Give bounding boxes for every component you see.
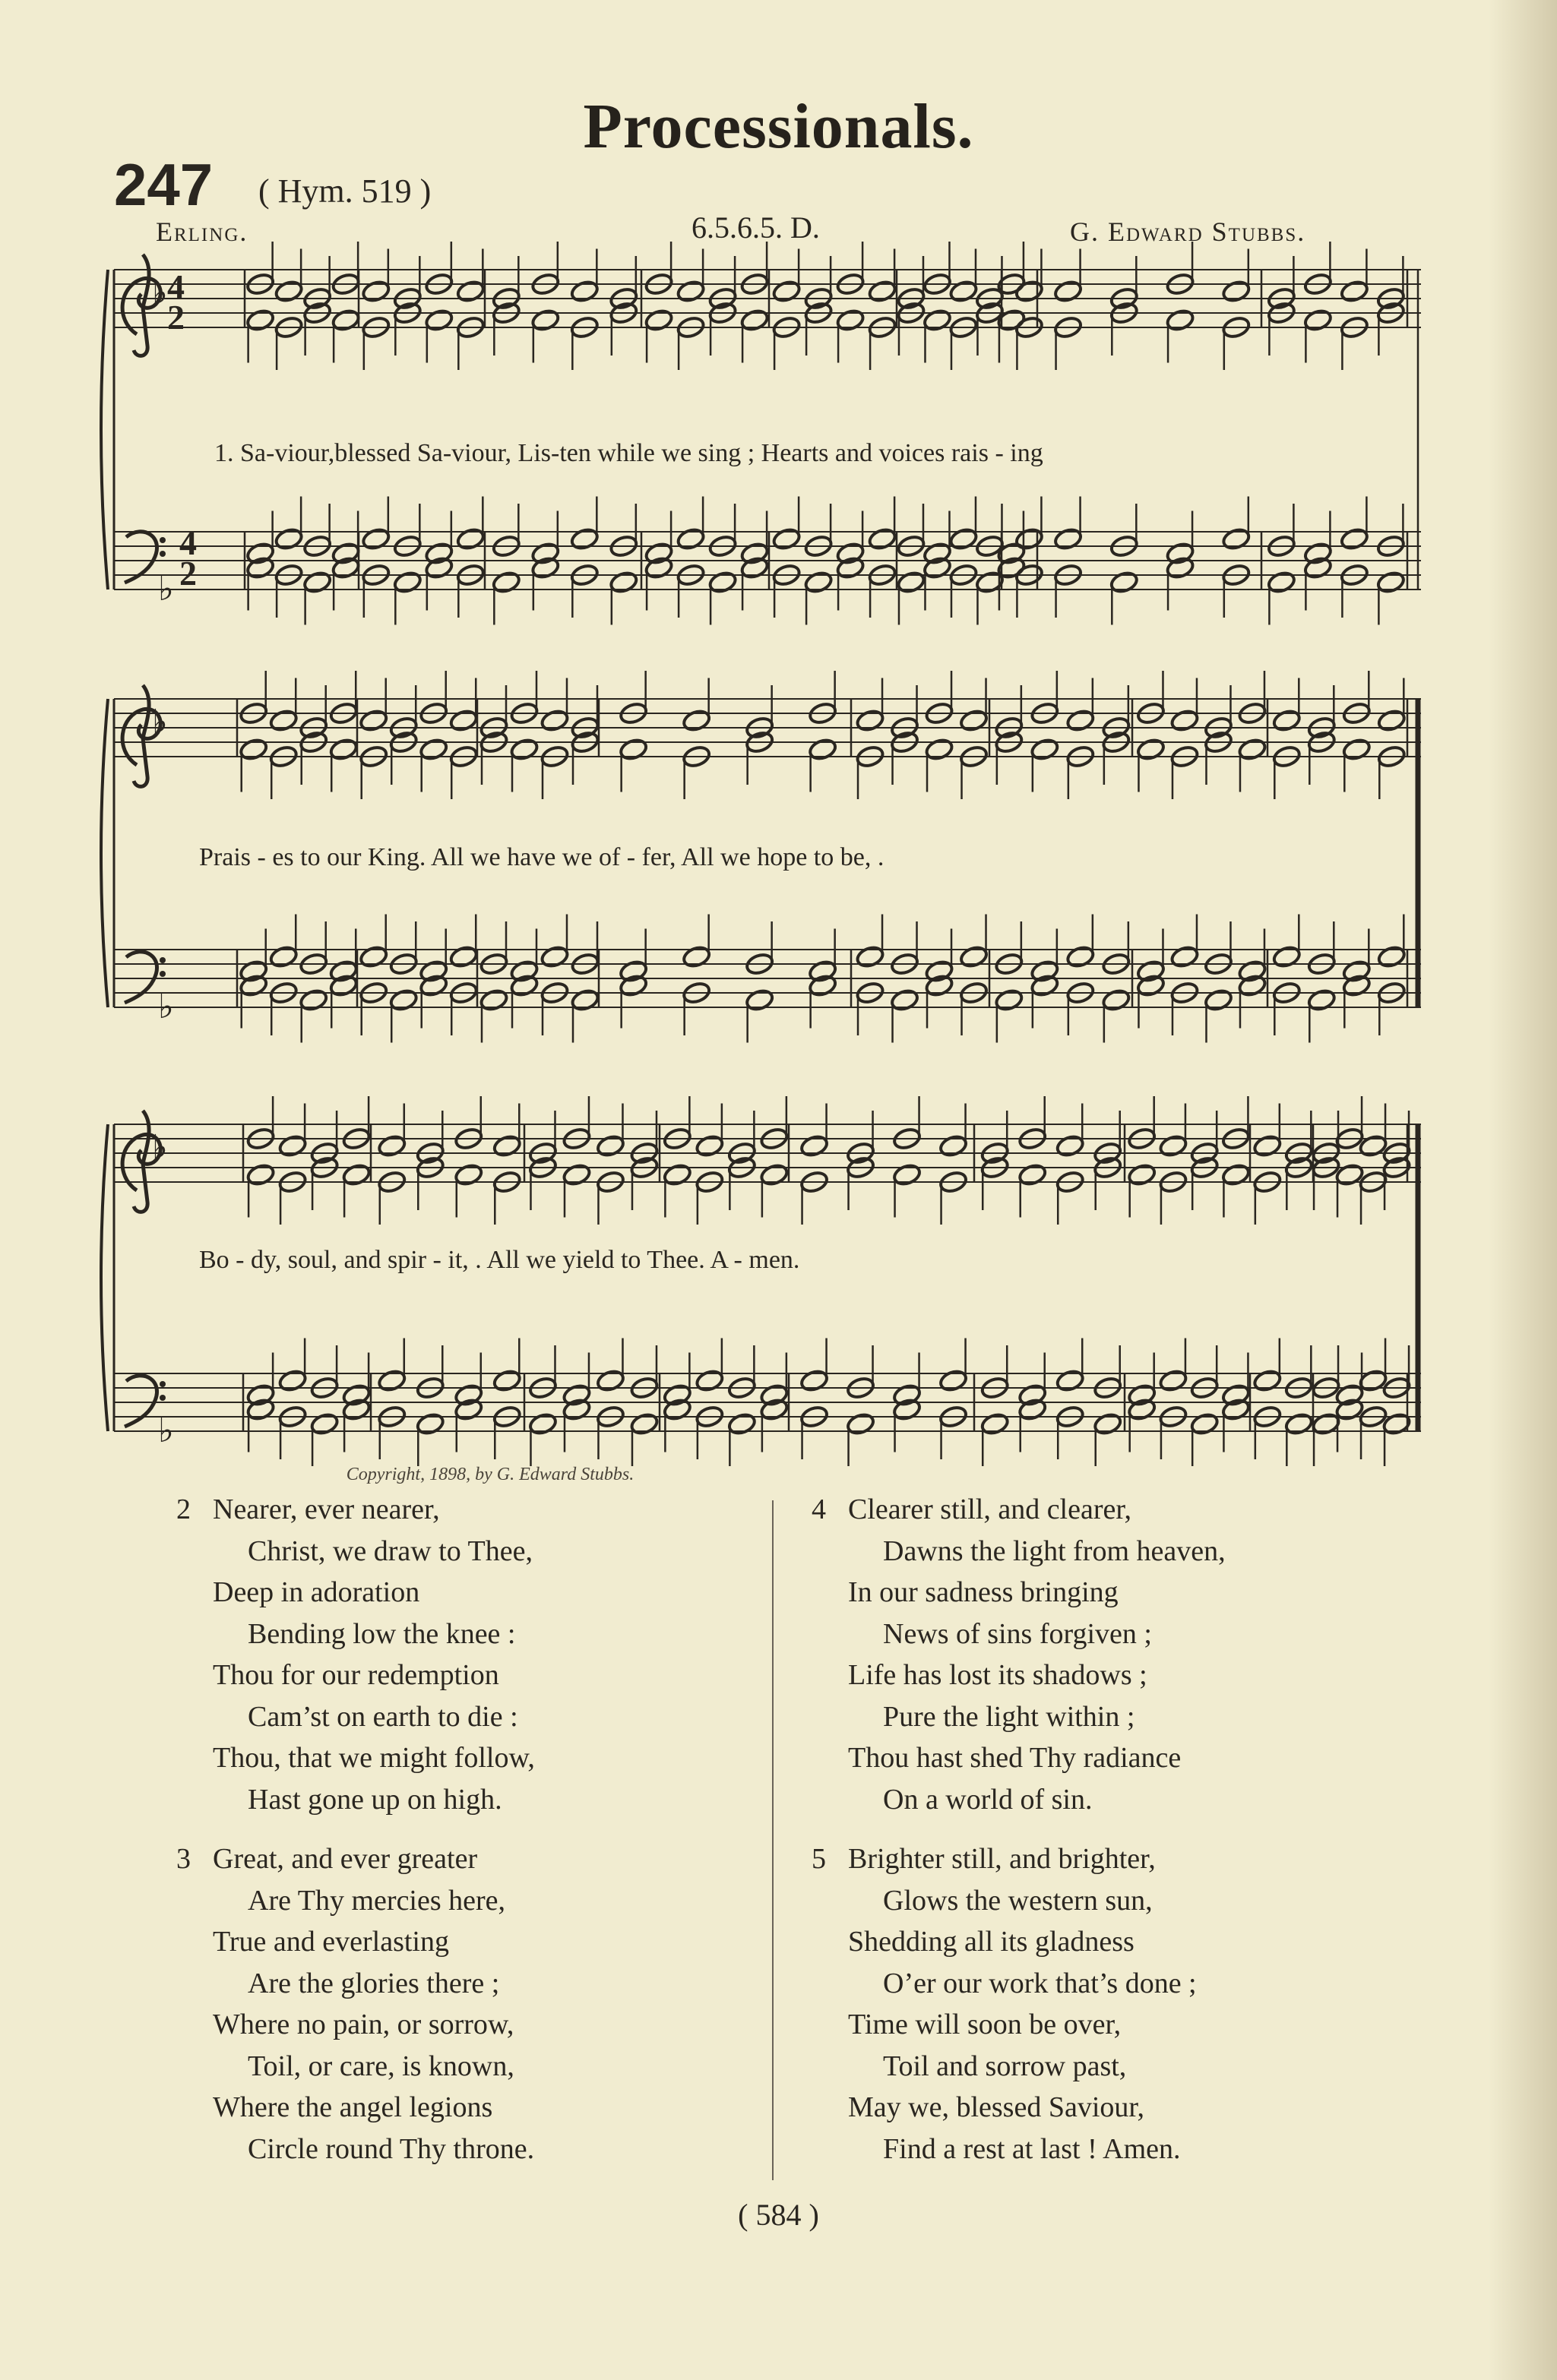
note-head [890, 988, 919, 1012]
note-head [393, 570, 422, 594]
note-head [377, 1133, 407, 1158]
lyric-line: 1. Sa-viour,blessed Sa-viour, Lis-ten while we sing ; Hearts and voices rais - ing [214, 439, 1043, 467]
note-head [448, 708, 478, 732]
note-head [1065, 708, 1095, 732]
note-head [1237, 737, 1267, 761]
time-signature-bottom: 2 [179, 554, 197, 593]
note-head [359, 944, 388, 969]
verse-line: Are the glories there ; [248, 1967, 500, 1999]
note-head [1065, 944, 1095, 969]
note-head [745, 988, 774, 1012]
verse-line: Christ, we draw to Thee, [248, 1535, 533, 1567]
note-head [479, 988, 508, 1012]
lyric-line: Prais - es to our King. All we have we of - fer, All we hope to be, . [199, 843, 885, 871]
note-head [924, 737, 954, 761]
note-head [268, 708, 298, 732]
note-head [1053, 279, 1083, 303]
note-head [867, 526, 897, 551]
lyric-line: Bo - dy, soul, and spir - it, . All we yield to Thee. A - men. [199, 1246, 800, 1274]
note-head [562, 1162, 591, 1187]
note-head [245, 1162, 275, 1187]
note-head [707, 570, 737, 594]
note-head [948, 526, 978, 551]
note-head [1158, 1133, 1188, 1158]
note-head [492, 1133, 522, 1158]
note-head [596, 1368, 625, 1392]
verse-line: Clearer still, and clearer, [848, 1493, 1132, 1525]
verse-line: Great, and ever greater [213, 1843, 478, 1875]
note-head [302, 570, 332, 594]
note-head [959, 944, 989, 969]
note-head [1252, 1133, 1282, 1158]
note-head [377, 1368, 407, 1392]
clefs [122, 254, 166, 1427]
note-head [1055, 1368, 1084, 1392]
note-head [948, 279, 978, 303]
system-brace [101, 270, 108, 589]
note-head [448, 944, 478, 969]
hymn-number: 247 [114, 151, 214, 218]
note-head [938, 1133, 968, 1158]
verse-line: Life has lost its shadows ; [848, 1659, 1147, 1691]
note-head [509, 737, 539, 761]
note-head [609, 570, 638, 594]
note-head [739, 308, 769, 332]
note-head [1221, 526, 1251, 551]
note-head [1189, 1411, 1219, 1436]
note-head [277, 1368, 307, 1392]
note-head [492, 1368, 522, 1392]
verse-line: Glows the western sun, [883, 1884, 1153, 1917]
flat-icon: ♭ [152, 703, 168, 741]
note-head [1303, 308, 1333, 332]
note-head [454, 1162, 483, 1187]
note-head [1165, 308, 1195, 332]
note-head [492, 570, 521, 594]
key-signature [152, 273, 174, 1450]
note-head [570, 988, 600, 1012]
column-divider [772, 1500, 774, 2180]
note-head [1272, 944, 1302, 969]
note-head [799, 1368, 829, 1392]
flat-icon: ♭ [152, 273, 168, 312]
note-head [274, 526, 303, 551]
note-head [361, 279, 391, 303]
system-brace [101, 699, 108, 1007]
verse-line: Nearer, ever nearer, [213, 1493, 440, 1525]
verse-line: Where no pain, or sorrow, [213, 2009, 514, 2040]
note-head [695, 1368, 724, 1392]
verse-line: Hast gone up on high. [248, 1783, 502, 1816]
note-head [619, 737, 648, 761]
verse-line: Time will soon be over, [848, 2009, 1122, 2040]
note-head [644, 308, 673, 332]
note-head [629, 1411, 659, 1436]
note-head [268, 944, 298, 969]
verse-line: Pure the light within ; [883, 1700, 1135, 1733]
verse-number: 5 [812, 1843, 826, 1875]
verse-line: Thou, that we might follow, [213, 1742, 535, 1774]
tune-name: Erling. [156, 217, 248, 247]
meter: 6.5.6.5. D. [691, 210, 820, 245]
note-head [803, 570, 833, 594]
note-head [1053, 526, 1083, 551]
note-head [867, 279, 897, 303]
verse-line: O’er our work that’s done ; [883, 1967, 1197, 1999]
verse-2 [176, 1489, 535, 1820]
verse-line: May we, blessed Saviour, [848, 2091, 1145, 2123]
note-head [892, 1162, 922, 1187]
verse-number: 2 [176, 1493, 191, 1525]
note-head [1221, 1162, 1251, 1187]
verse-line: Dawns the light from heaven, [883, 1535, 1226, 1567]
flat-icon: ♭ [152, 1128, 168, 1167]
verse-line: News of sins forgiven ; [883, 1617, 1152, 1650]
note-head [424, 308, 454, 332]
verse-line: Cam’st on earth to die : [248, 1700, 518, 1733]
note-head [1017, 1162, 1047, 1187]
note-head [1252, 1368, 1282, 1392]
note-head [245, 308, 275, 332]
note-head [570, 526, 600, 551]
time-signature-top: 4 [167, 267, 185, 306]
note-head [299, 988, 328, 1012]
note-head [676, 526, 705, 551]
copyright-notice: Copyright, 1898, by G. Edward Stubbs. [346, 1465, 635, 1484]
note-head [419, 737, 448, 761]
note-head [309, 1411, 339, 1436]
note-head [663, 1162, 692, 1187]
flat-icon: ♭ [158, 570, 174, 608]
verse-line: Thou hast shed Thy radiance [848, 1742, 1182, 1774]
verse-number: 3 [176, 1843, 191, 1875]
note-head [1340, 279, 1369, 303]
verse-4 [812, 1489, 1226, 1820]
note-head [388, 988, 418, 1012]
note-head [855, 708, 885, 732]
verse-line: In our sadness bringing [848, 1576, 1119, 1608]
note-head [979, 1411, 1009, 1436]
time-signature-bottom: 2 [167, 298, 185, 337]
note-head [759, 1162, 789, 1187]
verse-line: True and everlasting [213, 1926, 449, 1958]
note-head [456, 526, 486, 551]
note-head [1169, 944, 1199, 969]
note-head [835, 308, 865, 332]
note-head [846, 1411, 875, 1436]
flat-icon: ♭ [158, 988, 174, 1026]
time-signature-top: 4 [179, 523, 197, 562]
verse-line: On a world of sin. [883, 1783, 1093, 1816]
note-head [361, 526, 391, 551]
verse-line: Bending low the knee : [248, 1617, 516, 1650]
verse-line: Toil, or care, is known, [248, 2050, 514, 2082]
note-head [922, 308, 952, 332]
note-head [1272, 708, 1302, 732]
note-head [341, 1162, 371, 1187]
note-head [682, 944, 711, 969]
note-head [682, 708, 711, 732]
note-head [1340, 526, 1369, 551]
note-head [331, 308, 360, 332]
note-head [239, 737, 268, 761]
note-head [808, 737, 837, 761]
note-head [1377, 708, 1407, 732]
verse-line: Toil and sorrow past, [883, 2050, 1127, 2082]
note-head [1169, 708, 1199, 732]
note-head [274, 279, 303, 303]
verse-line: Are Thy mercies here, [248, 1884, 506, 1917]
section-title: Processionals. [583, 91, 974, 162]
note-head [1093, 1411, 1122, 1436]
note-head [1342, 737, 1372, 761]
note-head [676, 279, 705, 303]
note-head [771, 279, 801, 303]
note-head [938, 1368, 968, 1392]
note-head [896, 570, 926, 594]
time-signature [167, 267, 197, 593]
note-head [994, 988, 1024, 1012]
note-head [1204, 988, 1233, 1012]
note-head [771, 526, 801, 551]
hymn-reference: ( Hym. 519 ) [258, 172, 432, 210]
verse-line: Thou for our redemption [213, 1659, 499, 1691]
note-head [1377, 944, 1407, 969]
note-head [1109, 570, 1139, 594]
note-head [1158, 1368, 1188, 1392]
verse-line: Find a rest at last ! Amen. [883, 2132, 1181, 2165]
note-head [727, 1411, 757, 1436]
note-head [277, 1133, 307, 1158]
note-head [695, 1133, 724, 1158]
note-head [540, 708, 569, 732]
note-head [540, 944, 569, 969]
page-number: ( 584 ) [738, 2198, 819, 2232]
verse-line: Brighter still, and brighter, [848, 1843, 1156, 1875]
note-head [1284, 1411, 1314, 1436]
verse-3 [176, 1838, 534, 2170]
note-head [1014, 526, 1044, 551]
note-head [528, 1411, 558, 1436]
note-head [959, 708, 989, 732]
note-head [1267, 570, 1296, 594]
note-head [359, 708, 388, 732]
verse-line: Deep in adoration [213, 1576, 420, 1608]
note-head [1030, 737, 1059, 761]
note-head [328, 737, 358, 761]
note-head [1101, 988, 1131, 1012]
note-head [570, 279, 600, 303]
note-head [1376, 570, 1406, 594]
system-brace [101, 1124, 108, 1431]
note-head [1055, 1133, 1084, 1158]
note-head [1014, 279, 1044, 303]
note-head [799, 1133, 829, 1158]
verse-line: Shedding all its gladness [848, 1926, 1135, 1958]
verse-line: Circle round Thy throne. [248, 2132, 535, 2165]
note-head [1136, 737, 1166, 761]
composer: G. Edward Stubbs. [1070, 217, 1306, 247]
verse-number: 4 [812, 1493, 826, 1525]
note-head [530, 308, 560, 332]
note-head [456, 279, 486, 303]
note-head [1221, 279, 1251, 303]
note-head [416, 1411, 445, 1436]
note-head [855, 944, 885, 969]
flat-icon: ♭ [158, 1411, 174, 1450]
verse-line: Where the angel legions [213, 2091, 493, 2123]
note-head [1127, 1162, 1157, 1187]
note-head [1307, 988, 1337, 1012]
verse-5 [812, 1838, 1197, 2170]
note-head [596, 1133, 625, 1158]
